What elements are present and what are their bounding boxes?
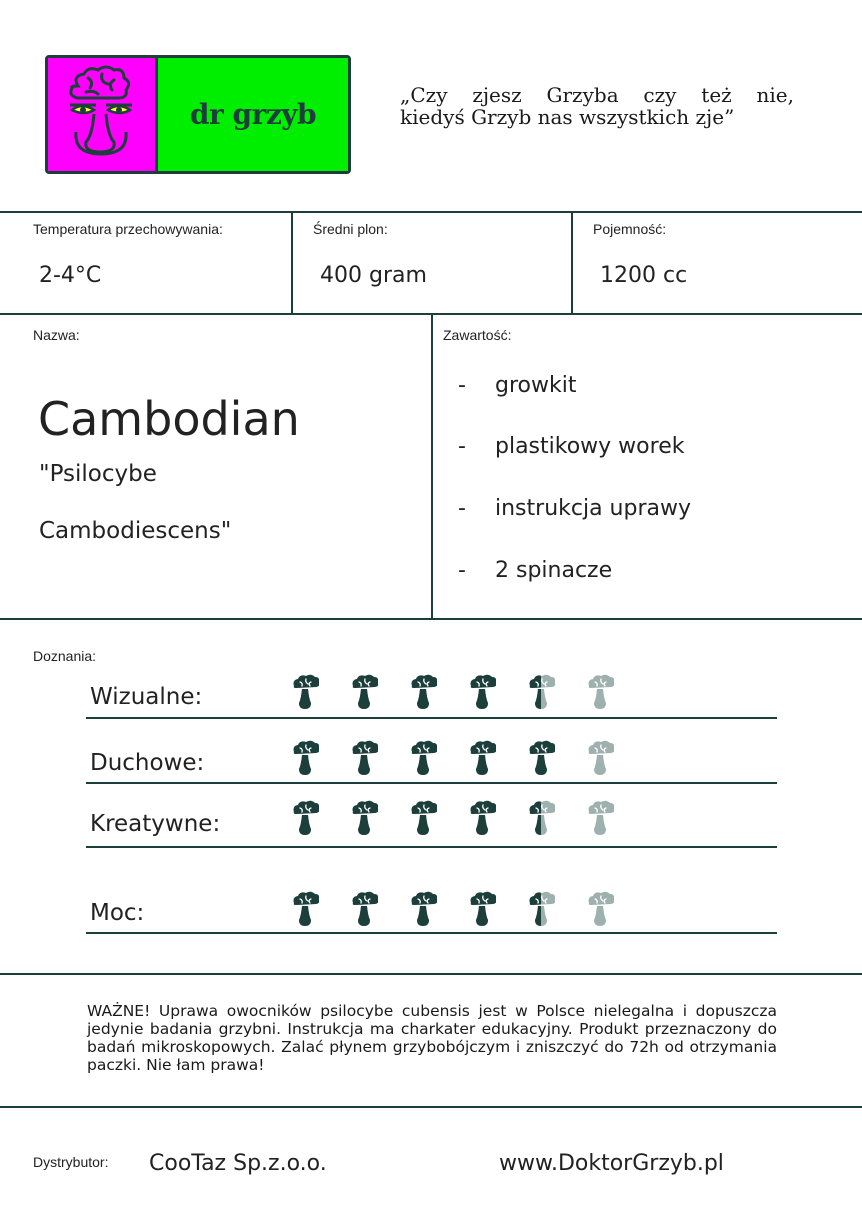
divider <box>0 211 862 213</box>
storage-value: 2-4°C <box>39 263 102 288</box>
logo-text: dr grzyb <box>189 98 317 131</box>
experience-label: Doznania: <box>33 648 97 664</box>
name-label: Nazwa: <box>33 327 80 343</box>
mushroom-rating-icon <box>468 740 496 776</box>
mushroom-rating-icon <box>468 674 496 710</box>
brand-quote <box>400 84 794 128</box>
contents-label: Zawartość: <box>443 327 512 343</box>
yield-value: 400 gram <box>320 263 427 288</box>
mushroom-rating-icon <box>586 800 614 836</box>
product-name: Cambodian <box>38 392 300 446</box>
rating-divider <box>86 717 777 719</box>
quote-line-1: „Czy zjesz Grzyba czy też nie, <box>400 83 794 107</box>
logo-wordmark <box>158 58 348 171</box>
mushroom-rating-icon <box>586 891 614 927</box>
rating-label-creative: Kreatywne: <box>90 811 221 837</box>
legal-warning: WAŻNE! Uprawa owocników psilocybe cubensis jest w Polsce nielegalna i dopuszcza jedynie badania grzybni. Instrukcja ma charkater edukacyjny. Produkt przeznaczony do badań mikroskopowych. Zalać płynem grzybobójczym i zniszczyć do 72h od otrzymania paczki. Nie łam prawa! <box>87 1002 777 1074</box>
product-latin-line-1: "Psilocybe <box>39 461 157 487</box>
mushroom-rating-icon <box>527 674 555 710</box>
divider <box>291 211 293 314</box>
yield-label: Średni plon: <box>313 221 388 237</box>
storage-label: Temperatura przechowywania: <box>33 221 223 237</box>
quote-line-2: kiedyś Grzyb nas wszystkich zje” <box>400 105 735 129</box>
mushroom-rating-icon <box>409 891 437 927</box>
contents-item: - growkit <box>458 373 577 398</box>
divider <box>0 1106 862 1108</box>
mushroom-rating-icon <box>468 891 496 927</box>
divider <box>0 618 862 620</box>
rating-label-visual: Wizualne: <box>90 684 203 710</box>
capacity-value: 1200 cc <box>600 263 688 288</box>
divider <box>431 313 433 619</box>
rating-divider <box>86 846 777 848</box>
contents-item: - instrukcja uprawy <box>458 496 692 521</box>
divider <box>571 211 573 314</box>
mushroom-rating-icon <box>468 800 496 836</box>
rating-label-power: Moc: <box>90 900 145 926</box>
mushroom-rating-icon <box>291 674 319 710</box>
distributor-name: CooTaz Sp.z.o.o. <box>149 1151 327 1176</box>
logo-face-icon <box>48 58 158 171</box>
mushroom-rating-icon <box>350 740 378 776</box>
contents-item: - 2 spinacze <box>458 558 613 583</box>
mushroom-rating-icon <box>527 740 555 776</box>
distributor-website[interactable]: www.DoktorGrzyb.pl <box>499 1151 724 1176</box>
mushroom-rating-icon <box>291 740 319 776</box>
product-latin-line-2: Cambodiescens" <box>39 518 232 544</box>
mushroom-rating-icon <box>350 800 378 836</box>
mushroom-rating-icon <box>409 674 437 710</box>
divider <box>0 973 862 975</box>
brand-logo <box>45 55 351 174</box>
mushroom-rating-icon <box>527 891 555 927</box>
rating-label-spiritual: Duchowe: <box>90 750 205 776</box>
rating-divider <box>86 932 777 934</box>
mushroom-rating-icon <box>409 800 437 836</box>
mushroom-rating-icon <box>350 674 378 710</box>
mushroom-rating-icon <box>350 891 378 927</box>
mushroom-rating-icon <box>586 674 614 710</box>
mushroom-rating-icon <box>409 740 437 776</box>
contents-item: - plastikowy worek <box>458 434 685 459</box>
capacity-label: Pojemność: <box>593 221 667 237</box>
mushroom-rating-icon <box>586 740 614 776</box>
rating-divider <box>86 782 777 784</box>
mushroom-rating-icon <box>291 891 319 927</box>
mushroom-rating-icon <box>291 800 319 836</box>
mushroom-rating-icon <box>527 800 555 836</box>
distributor-label: Dystrybutor: <box>33 1154 109 1170</box>
